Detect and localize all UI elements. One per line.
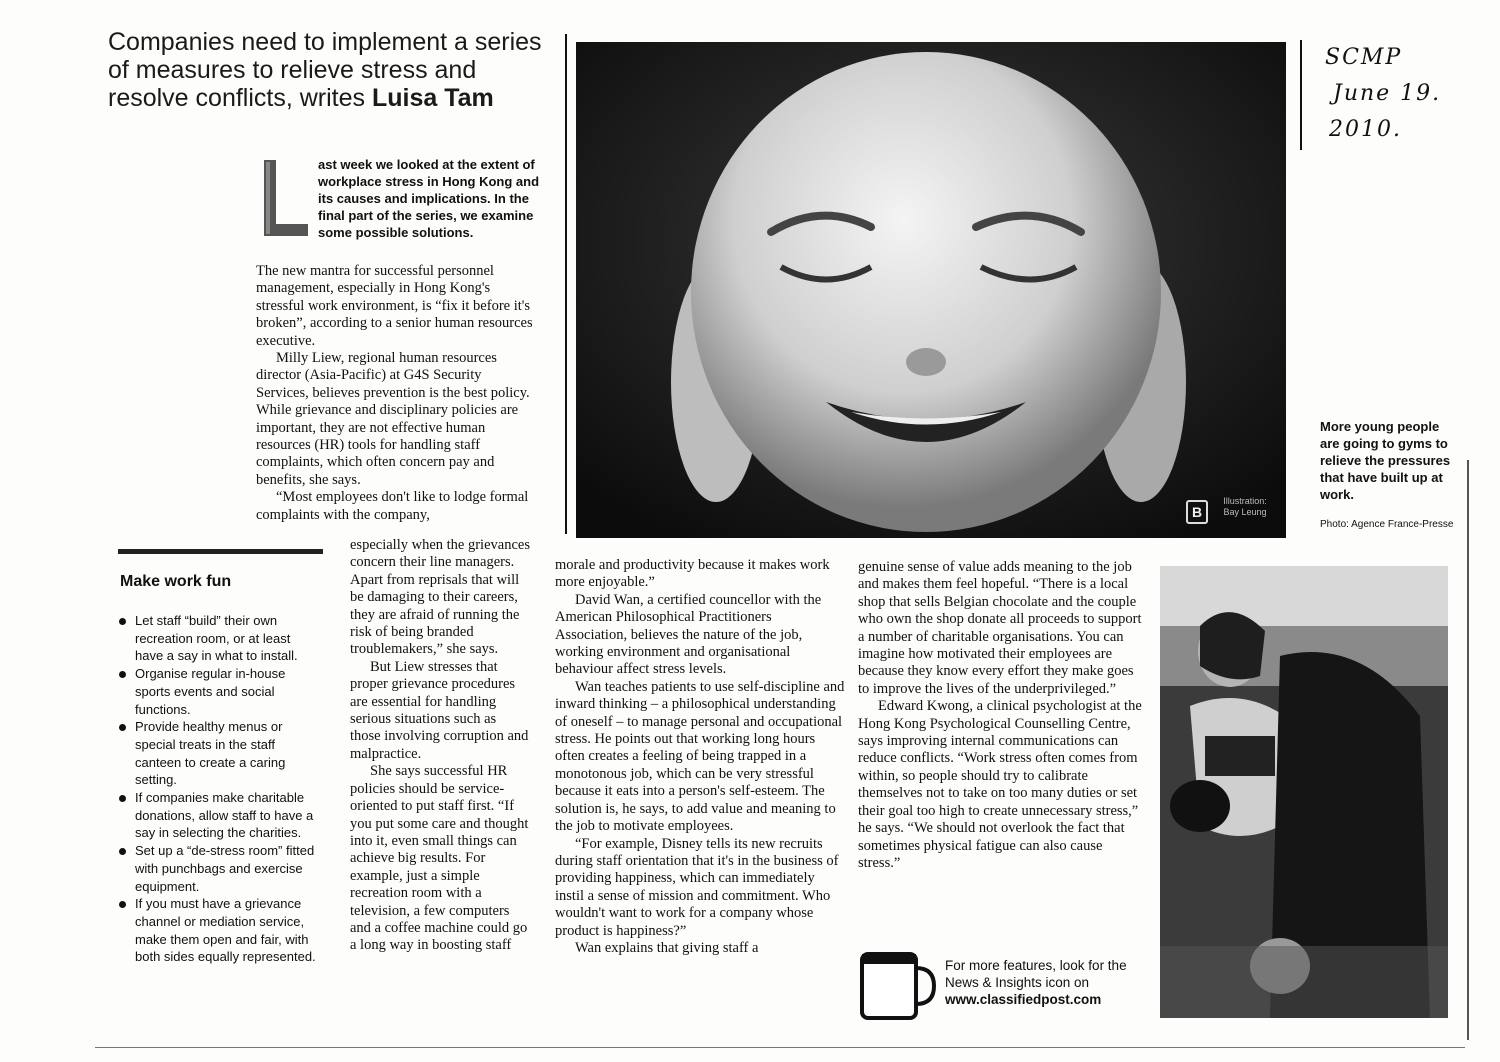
right-rule: [1467, 460, 1469, 1040]
sidebar-rule: [118, 549, 323, 554]
body-column-1: [256, 263, 536, 524]
list-item: Organise regular in-house sports events and social functions.: [117, 665, 322, 718]
list-item: Provide healthy menus or special treats in the staff canteen to create a caring setting.: [117, 718, 322, 789]
body-paragraph: “For example, Disney tells its new recruits during staff orientation that it's in the business of providing happiness, which can immediately instil a sense of mission and commitment. Who wouldn't want to work for a company whose product is happiness?”: [555, 835, 839, 939]
body-paragraph: She says successful HR policies should be service-oriented to put staff first. “If you put some care and thought into it, even small things can achieve big results. For example, just a simple recreation room with a television, a few computers and a coffee machine could go a long way in boosting staff: [350, 763, 529, 954]
headline-text: Companies need to implement a series of measures to relieve stress and resolve conflicts, writes: [108, 28, 542, 112]
credit-line: Illustration:: [1223, 496, 1267, 506]
body-paragraph: Edward Kwong, a clinical psychologist at the Hong Kong Psychological Counselling Centre, says improving internal communications can reduce conflicts. “Work stress often comes from within, so people should try to calibrate themselves not to take on too many duties or set their goal too high to create unnecessary stress,” he says. “We should not overlook the fact that sometimes physical fatigue can also cause stress.”: [858, 698, 1142, 871]
sidebar-list: [117, 612, 322, 966]
photo-credit: Photo: Agence France-Presse: [1320, 519, 1454, 530]
illustration-credit: [1214, 496, 1276, 518]
photo-caption: More young people are going to gyms to relieve the pressures that have built up at work.: [1320, 419, 1451, 502]
headline-author: Luisa Tam: [371, 84, 494, 112]
credit-badge: B: [1186, 500, 1208, 524]
list-item: If you must have a grievance channel or mediation service, make them open and fair, with both sides equally represented.: [117, 895, 322, 966]
body-paragraph: David Wan, a certified councellor with the American Philosophical Practitioners Association, believes the nature of the job, working environment and organisational behaviour affect stress levels.: [555, 591, 822, 678]
handnote-line: SCMP: [1325, 45, 1403, 70]
intro-standfirst: ast week we looked at the extent of workplace stress in Hong Kong and its causes and implications. In the final part of the series, we examine some possible solutions.: [318, 157, 540, 240]
list-item: Let staff “build” their own recreation room, or at least have a say in what to install.: [117, 612, 322, 665]
body-paragraph: genuine sense of value adds meaning to the job and makes them feel hopeful. “There is a local shop that sells Belgian chocolate and the couple who own the shop donate all proceeds to support a number of charitable organisations. You can imagine how motivated their employees are because they know every effort they make goes to improve the lives of the underprivileged.”: [858, 559, 1142, 697]
smiling-mask-image: [576, 42, 1286, 538]
body-paragraph: The new mantra for successful personnel management, especially in Hong Kong's stressful work environment, is “fix it before it's broken”, according to a senior human resources executive.: [256, 263, 533, 349]
bottom-rule: [95, 1047, 1465, 1048]
body-column-2: [350, 537, 530, 955]
promo-url[interactable]: www.classifiedpost.com: [945, 992, 1102, 1007]
mask-illustration: [576, 42, 1286, 538]
list-item: If companies make charitable donations, allow staff to have a say in selecting the charities.: [117, 789, 322, 842]
promo-message: For more features, look for the News & Insights icon on: [945, 958, 1127, 990]
handnote-line: 2010.: [1329, 117, 1402, 142]
headline: [108, 28, 548, 112]
column-rule: [565, 34, 567, 534]
handwritten-date-note: [1325, 40, 1475, 148]
credit-line: Bay Leung: [1223, 507, 1267, 517]
dropcap-graphic: [262, 158, 310, 238]
handnote-line: June 19.: [1333, 81, 1442, 106]
gym-woman-image: [1160, 566, 1448, 1018]
column-rule: [1300, 40, 1302, 150]
sidebar-title: Make work fun: [120, 573, 232, 590]
body-paragraph: “Most employees don't like to lodge formal complaints with the company,: [256, 489, 529, 523]
mug-icon: [858, 950, 936, 1022]
body-paragraph: morale and productivity because it makes work more enjoyable.”: [555, 557, 830, 591]
body-paragraph: especially when the grievances concern their line managers. Apart from reprisals that will be damaging to their careers, they are afraid of running the risk of being branded troublemakers,” she says.: [350, 537, 530, 658]
body-paragraph: Milly Liew, regional human resources director (Asia-Pacific) at G4S Security Services, believes prevention is the best policy. While grievance and disciplinary policies are important, they are not effective human resources (HR) tools for handling staff complaints, which often concern pay and benefits, she says.: [256, 350, 530, 488]
list-item: Set up a “de-stress room” fitted with punchbags and exercise equipment.: [117, 842, 322, 895]
gym-photo: [1160, 566, 1448, 1018]
body-column-4: [858, 559, 1143, 872]
body-paragraph: But Liew stresses that proper grievance procedures are essential for handling serious situations such as those involving corruption and malpractice.: [350, 658, 529, 762]
body-paragraph: Wan explains that giving staff a: [575, 939, 759, 956]
body-paragraph: Wan teaches patients to use self-discipline and inward thinking – a philosophical understanding of oneself – to manage personal and occupational stress. He points out that working long hours often creates a feeling of being trapped in a monotonous job, which can be very stressful because it eats into a person's self-esteem. The solution is, he says, to add value and meaning to the job to motivate employees.: [555, 678, 845, 835]
promo-text: [945, 957, 1145, 1008]
body-column-3: [555, 557, 845, 957]
